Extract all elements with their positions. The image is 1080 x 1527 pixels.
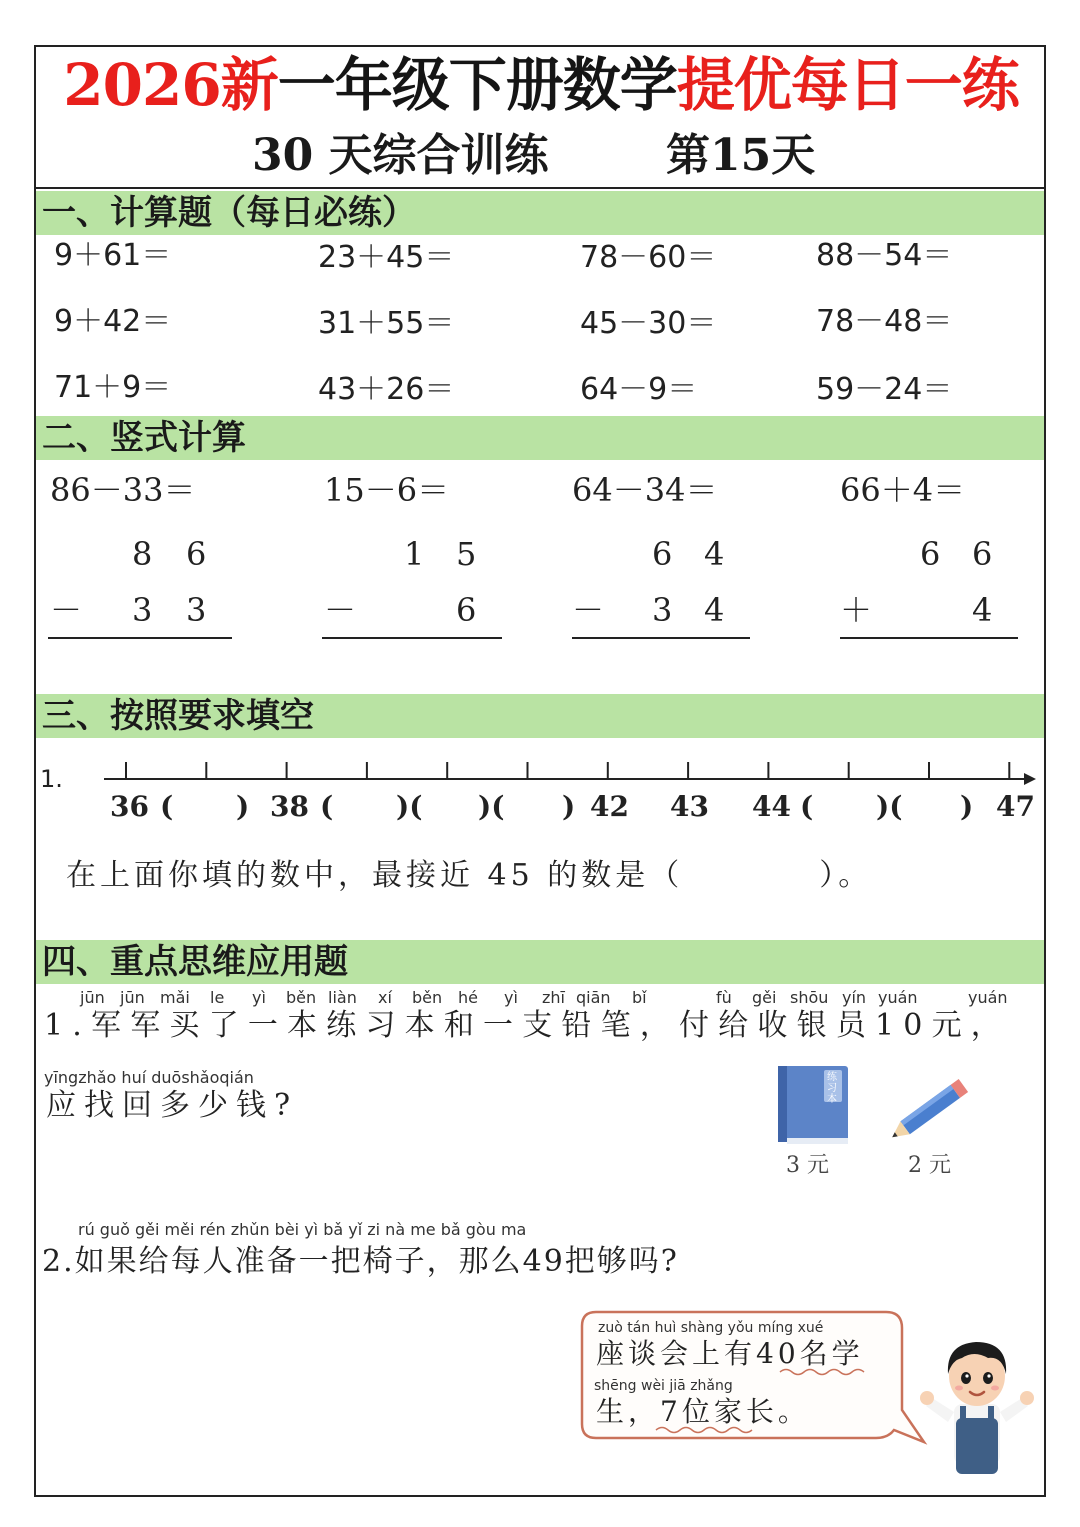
nearest-question: 在上面你填的数中，最接近 45 的数是（ ）。 <box>66 858 873 893</box>
tick-label: 38 <box>270 790 309 823</box>
tick-label: 42 <box>590 790 629 823</box>
title-year-new: 2026新 <box>63 51 278 119</box>
top-ones-digit: 4 <box>704 535 725 573</box>
operator-sign: － <box>324 591 357 629</box>
bubble-line-1: 座谈会上有40名学 <box>596 1337 864 1370</box>
price-notebook: 3 元 <box>786 1153 829 1178</box>
blank-bracket: )( <box>876 790 903 823</box>
title-grade: 一年级下册数学 <box>277 51 677 119</box>
item-number: 1. <box>40 765 63 793</box>
vertical-equation: 15－6＝ <box>324 471 450 509</box>
boy-illustration <box>918 1336 1036 1480</box>
bubble-pinyin-1: zuò tán huì shàng yǒu míng xué <box>598 1320 824 1336</box>
pinyin: bǐ <box>632 988 647 1007</box>
pinyin: gěi <box>752 988 777 1007</box>
pinyin: qiān <box>576 988 611 1007</box>
bottom-ones-digit: 4 <box>704 591 725 629</box>
calc-item: 88－54＝ <box>816 238 953 273</box>
top-tens-digit: 6 <box>920 535 941 573</box>
top-tens-digit: 1 <box>404 535 425 573</box>
q2-line: 2.如果给每人准备一把椅子，那么49把够吗? <box>42 1244 679 1279</box>
q2-pinyin: rú guǒ gěi měi rén zhǔn bèi yì bǎ yǐ zi nà me bǎ gòu ma <box>78 1220 527 1239</box>
calc-item: 78－48＝ <box>816 304 953 339</box>
section-4-heading: 四、重点思维应用题 <box>42 942 348 982</box>
top-tens-digit: 6 <box>652 535 673 573</box>
tick-label: 44 <box>752 790 791 823</box>
section-3-heading: 三、按照要求填空 <box>42 696 314 736</box>
operator-sign: ＋ <box>840 591 873 629</box>
top-ones-digit: 6 <box>186 535 207 573</box>
operator-sign: － <box>572 591 605 629</box>
bottom-ones-digit: 6 <box>456 591 477 629</box>
top-tens-digit: 8 <box>132 535 153 573</box>
subtitle-training: 30 天综合训练 <box>252 130 549 181</box>
bottom-tens-digit: 3 <box>132 591 153 629</box>
blank-bracket: ) <box>960 790 974 823</box>
tick-label: 43 <box>670 790 709 823</box>
pinyin: yì <box>504 988 518 1007</box>
pinyin: jūn <box>120 988 145 1007</box>
vertical-equation: 64－34＝ <box>572 471 718 509</box>
calc-item: 9＋42＝ <box>54 304 172 339</box>
q1-line-2: 应找回多少钱? <box>46 1088 299 1123</box>
bottom-tens-digit: 3 <box>652 591 673 629</box>
notebook-label: 练习本 <box>827 1072 837 1105</box>
bottom-ones-digit: 4 <box>972 591 993 629</box>
pinyin: yín <box>842 988 867 1007</box>
bubble-pinyin-2: shēng wèi jiā zhǎng <box>594 1378 733 1394</box>
calc-item: 59－24＝ <box>816 372 953 407</box>
pinyin: fù <box>716 988 732 1007</box>
blank-bracket: ( <box>800 790 814 823</box>
tick-label: 36 <box>110 790 149 823</box>
operator-sign: － <box>50 591 83 629</box>
calc-item: 78－60＝ <box>580 240 717 275</box>
calc-item: 64－9＝ <box>580 372 698 407</box>
pinyin: mǎi <box>160 988 190 1007</box>
title-daily-practice: 提优每日一练 <box>676 51 1019 119</box>
pinyin: xí <box>378 988 392 1007</box>
calc-item: 23＋45＝ <box>318 240 455 275</box>
calc-item: 43＋26＝ <box>318 372 455 407</box>
calc-item: 31＋55＝ <box>318 306 455 341</box>
price-pencil: 2 元 <box>908 1153 951 1178</box>
pinyin: yuán <box>878 988 918 1007</box>
vertical-equation: 86－33＝ <box>50 471 196 509</box>
blank-bracket: ) <box>562 790 576 823</box>
q1-line-1: 1.军军买了一本练习本和一支铅笔，付给收银员10元， <box>44 1008 1010 1043</box>
pinyin: jūn <box>80 988 105 1007</box>
bottom-ones-digit: 3 <box>186 591 207 629</box>
calc-item: 71＋9＝ <box>54 370 172 405</box>
calc-item: 9＋61＝ <box>54 238 172 273</box>
pinyin: hé <box>458 988 478 1007</box>
top-ones-digit: 5 <box>456 535 477 573</box>
top-ones-digit: 6 <box>972 535 993 573</box>
tick-label: 47 <box>996 790 1035 823</box>
subtitle-day: 第15天 <box>666 130 816 181</box>
q1-pinyin-2: yīngzhǎo huí duōshǎoqián <box>44 1068 254 1087</box>
blank-bracket: )( <box>478 790 505 823</box>
section-1-heading: 一、计算题（每日必练） <box>42 193 416 233</box>
blank-bracket: )( <box>396 790 423 823</box>
vertical-equation: 66＋4＝ <box>840 471 966 509</box>
bubble-line-2: 生，7位家长。 <box>596 1395 810 1428</box>
pinyin: shōu <box>790 988 829 1007</box>
calc-item: 45－30＝ <box>580 306 717 341</box>
pinyin: yuán <box>968 988 1008 1007</box>
blank-bracket: ( <box>320 790 334 823</box>
pinyin: le <box>210 988 225 1007</box>
pinyin: běn <box>286 988 317 1007</box>
pinyin: liàn <box>328 988 357 1007</box>
blank-bracket: ( <box>160 790 174 823</box>
pinyin: zhī <box>542 988 565 1007</box>
section-2-heading: 二、竖式计算 <box>42 418 246 458</box>
pinyin: běn <box>412 988 443 1007</box>
blank-bracket: ) <box>236 790 250 823</box>
pinyin: yì <box>252 988 266 1007</box>
